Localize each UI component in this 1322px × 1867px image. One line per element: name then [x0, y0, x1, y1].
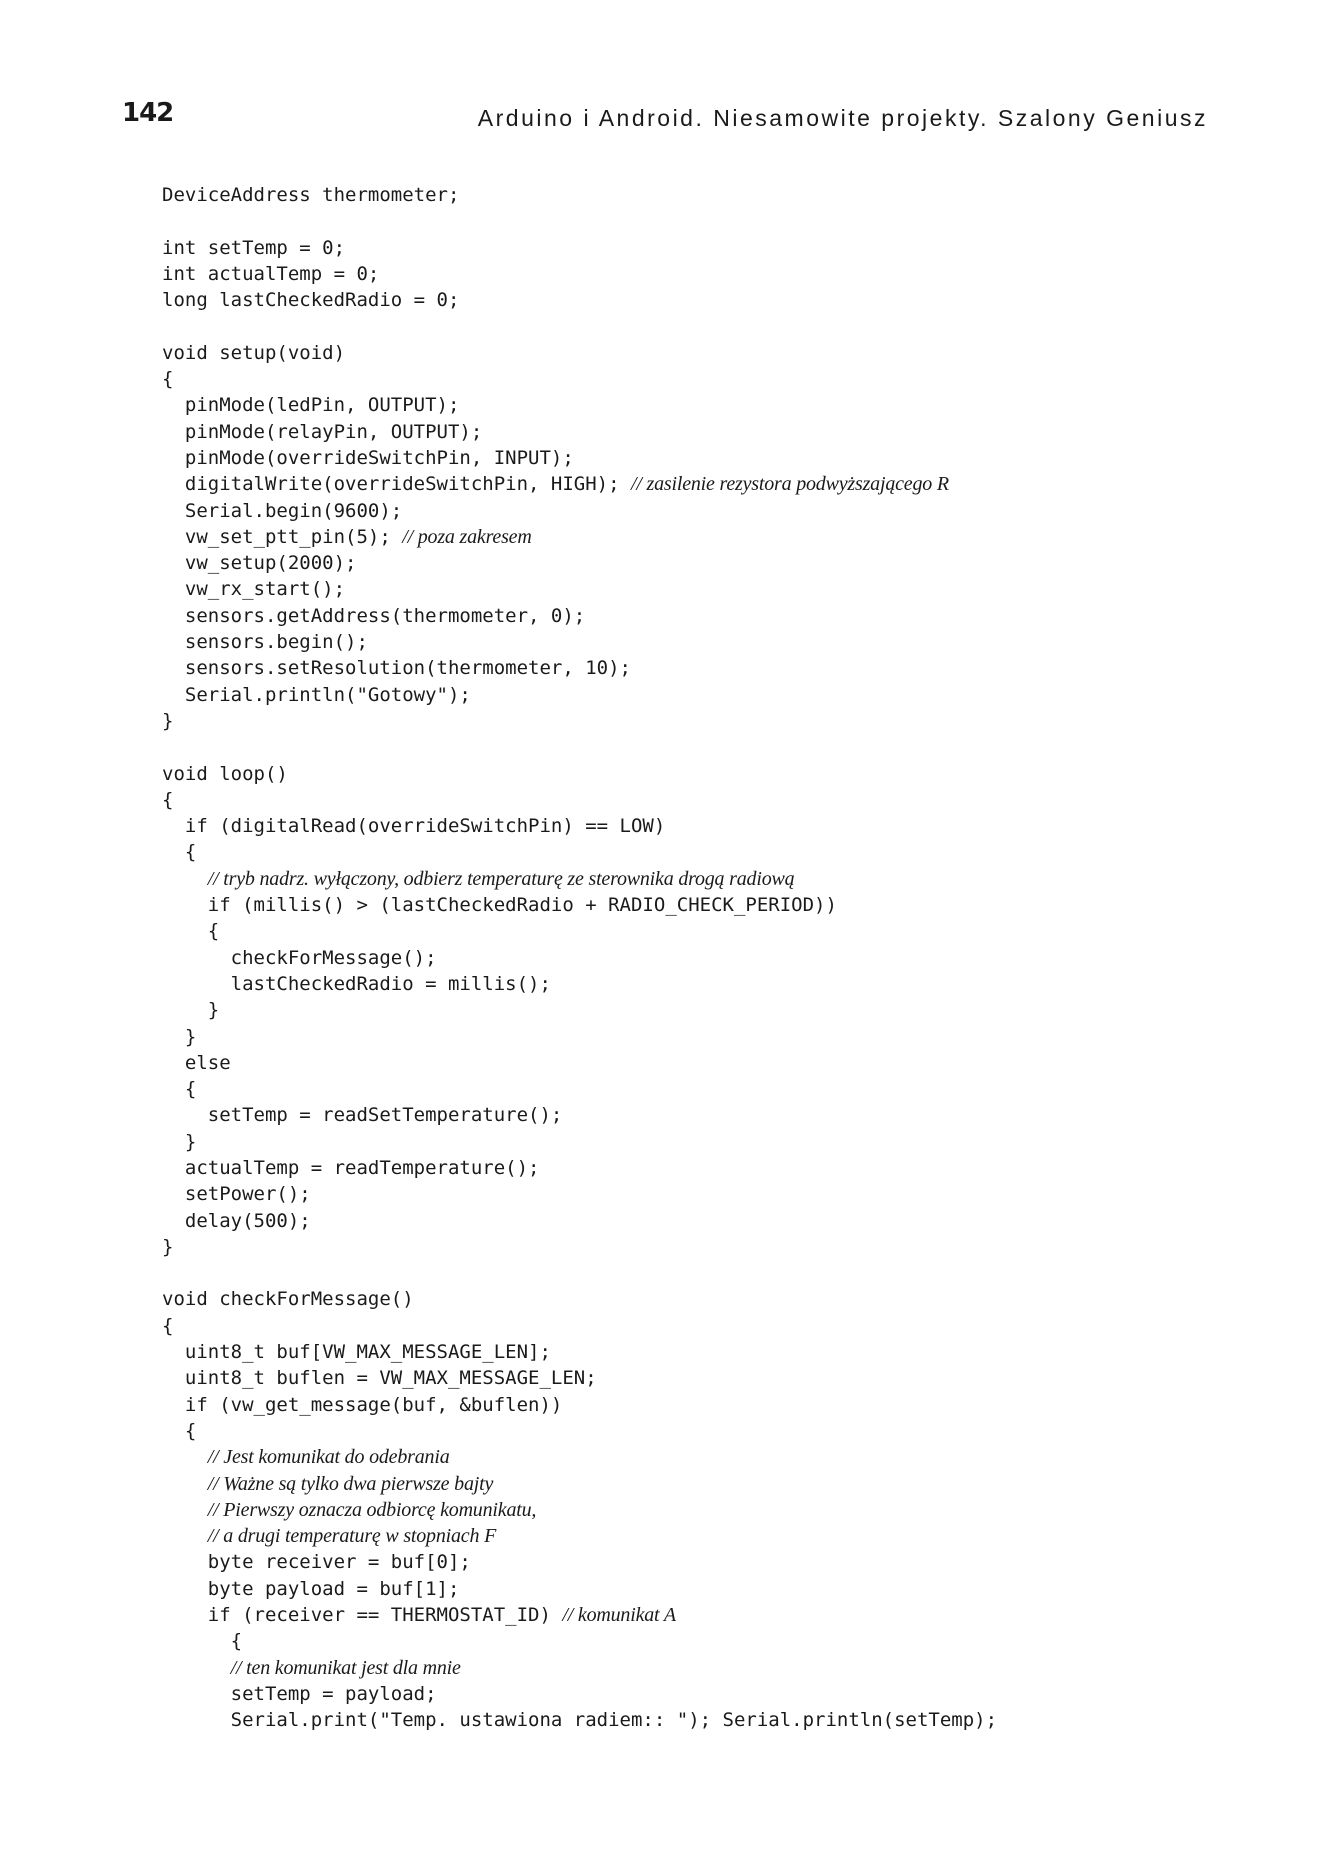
code-comment: // tryb nadrz. wyłączony, odbierz temperaturę ze sterownika drogą radiową	[207, 867, 795, 890]
code-comment: // zasilenie rezystora podwyższającego R	[631, 473, 949, 496]
code-line	[162, 1628, 1262, 1654]
code-text: {	[162, 920, 220, 943]
code-line	[162, 340, 1262, 366]
code-line	[162, 655, 1262, 681]
code-text: }	[162, 1235, 174, 1258]
code-line	[162, 208, 1262, 234]
code-text: setPower();	[162, 1183, 311, 1206]
code-line	[162, 1102, 1262, 1128]
code-text: if (vw_get_message(buf, &buflen))	[162, 1393, 563, 1416]
code-line	[162, 1392, 1262, 1418]
code-line	[162, 261, 1262, 287]
code-text: }	[162, 1025, 197, 1048]
code-line	[162, 471, 1262, 497]
code-text: vw_set_ptt_pin(5);	[162, 525, 403, 548]
code-text: checkForMessage();	[162, 946, 437, 969]
code-text: byte payload = buf[1];	[162, 1577, 460, 1600]
code-line	[162, 550, 1262, 576]
code-line	[162, 1418, 1262, 1444]
code-line	[162, 1549, 1262, 1575]
code-line	[162, 1497, 1262, 1523]
code-text	[162, 868, 208, 890]
code-text: sensors.getAddress(thermometer, 0);	[162, 604, 586, 627]
code-line	[162, 1234, 1262, 1260]
code-line	[162, 1313, 1262, 1339]
code-text: delay(500);	[162, 1209, 311, 1232]
code-text: setTemp = readSetTemperature();	[162, 1104, 563, 1127]
page-number: 142	[122, 98, 174, 128]
code-line	[162, 1655, 1262, 1681]
code-line	[162, 445, 1262, 471]
code-line	[162, 1129, 1262, 1155]
code-line	[162, 313, 1262, 339]
code-line	[162, 1602, 1262, 1628]
code-line	[162, 287, 1262, 313]
code-line	[162, 1707, 1262, 1733]
code-text: {	[162, 1419, 197, 1442]
code-line	[162, 1260, 1262, 1286]
running-title: Arduino i Android. Niesamowite projekty. Szalony Geniusz	[477, 105, 1208, 131]
code-comment: // Jest komunikat do odebrania	[207, 1446, 450, 1469]
code-line	[162, 761, 1262, 787]
code-text: long lastCheckedRadio = 0;	[162, 289, 460, 312]
code-comment: // a drugi temperaturę w stopniach F	[207, 1525, 497, 1548]
code-text: vw_rx_start();	[162, 578, 346, 601]
code-text: }	[162, 709, 174, 732]
code-text: pinMode(relayPin, OUTPUT);	[162, 420, 483, 443]
code-line	[162, 708, 1262, 734]
code-text: pinMode(ledPin, OUTPUT);	[162, 394, 460, 417]
code-text: vw_setup(2000);	[162, 552, 357, 575]
code-line	[162, 918, 1262, 944]
code-line	[162, 1576, 1262, 1602]
code-text: if (receiver == THERMOSTAT_ID)	[162, 1604, 563, 1627]
code-text: if (millis() > (lastCheckedRadio + RADIO_CHECK_PERIOD))	[162, 894, 837, 917]
code-text	[162, 1473, 208, 1495]
code-text: void checkForMessage()	[162, 1288, 414, 1311]
code-line	[162, 1365, 1262, 1391]
code-text	[162, 1525, 208, 1547]
code-text: digitalWrite(overrideSwitchPin, HIGH);	[162, 473, 631, 496]
code-line	[162, 1471, 1262, 1497]
code-text: lastCheckedRadio = millis();	[162, 972, 551, 995]
code-line	[162, 1050, 1262, 1076]
code-text: Serial.begin(9600);	[162, 499, 403, 522]
code-line	[162, 629, 1262, 655]
code-text: sensors.begin();	[162, 631, 368, 654]
code-text: }	[162, 1130, 197, 1153]
code-line	[162, 576, 1262, 602]
code-text: {	[162, 788, 174, 811]
code-line	[162, 892, 1262, 918]
code-comment: // poza zakresem	[402, 525, 532, 548]
code-text: {	[162, 1078, 197, 1101]
code-text: byte receiver = buf[0];	[162, 1551, 471, 1574]
code-line	[162, 1076, 1262, 1102]
code-text: int actualTemp = 0;	[162, 262, 380, 285]
code-text: {	[162, 1630, 243, 1653]
code-line	[162, 392, 1262, 418]
code-text: DeviceAddress thermometer;	[162, 184, 460, 206]
code-line	[162, 1339, 1262, 1365]
code-text: setTemp = payload;	[162, 1682, 437, 1705]
code-line	[162, 366, 1262, 392]
code-line	[162, 182, 1262, 208]
code-line	[162, 866, 1262, 892]
code-text: {	[162, 1314, 174, 1337]
code-text: void loop()	[162, 762, 288, 785]
code-text	[162, 1499, 208, 1521]
code-listing	[162, 182, 1262, 1734]
code-line	[162, 1155, 1262, 1181]
code-line	[162, 1024, 1262, 1050]
code-text: }	[162, 999, 220, 1022]
code-text: Serial.print("Temp. ustawiona radiem:: "); Serial.println(setTemp);	[162, 1709, 998, 1732]
code-line	[162, 1444, 1262, 1470]
code-line	[162, 524, 1262, 550]
code-comment: // Ważne są tylko dwa pierwsze bajty	[207, 1472, 494, 1495]
code-comment: // ten komunikat jest dla mnie	[230, 1656, 461, 1679]
code-line	[162, 682, 1262, 708]
code-line	[162, 997, 1262, 1023]
code-line	[162, 1208, 1262, 1234]
code-comment: // komunikat A	[562, 1604, 676, 1627]
code-text: if (digitalRead(overrideSwitchPin) == LOW)	[162, 815, 666, 838]
code-text: {	[162, 841, 197, 864]
code-line	[162, 813, 1262, 839]
code-text	[162, 1446, 208, 1468]
code-text: {	[162, 368, 174, 391]
code-line	[162, 787, 1262, 813]
code-line	[162, 1286, 1262, 1312]
code-text: uint8_t buflen = VW_MAX_MESSAGE_LEN;	[162, 1367, 597, 1390]
code-line	[162, 839, 1262, 865]
code-line	[162, 235, 1262, 261]
code-text: Serial.println("Gotowy");	[162, 683, 471, 706]
code-line	[162, 945, 1262, 971]
code-text: actualTemp = readTemperature();	[162, 1156, 540, 1179]
code-line	[162, 1523, 1262, 1549]
code-text: int setTemp = 0;	[162, 236, 346, 259]
code-text: else	[162, 1051, 231, 1074]
code-line	[162, 603, 1262, 629]
code-text: pinMode(overrideSwitchPin, INPUT);	[162, 446, 574, 469]
code-text: void setup(void)	[162, 341, 346, 364]
code-line	[162, 419, 1262, 445]
code-line	[162, 1681, 1262, 1707]
code-comment: // Pierwszy oznacza odbiorcę komunikatu,	[207, 1498, 537, 1521]
code-line	[162, 734, 1262, 760]
code-text: uint8_t buf[VW_MAX_MESSAGE_LEN];	[162, 1341, 551, 1364]
code-text: sensors.setResolution(thermometer, 10);	[162, 657, 631, 680]
code-line	[162, 971, 1262, 997]
code-text	[162, 1657, 231, 1679]
code-line	[162, 1181, 1262, 1207]
code-line	[162, 498, 1262, 524]
